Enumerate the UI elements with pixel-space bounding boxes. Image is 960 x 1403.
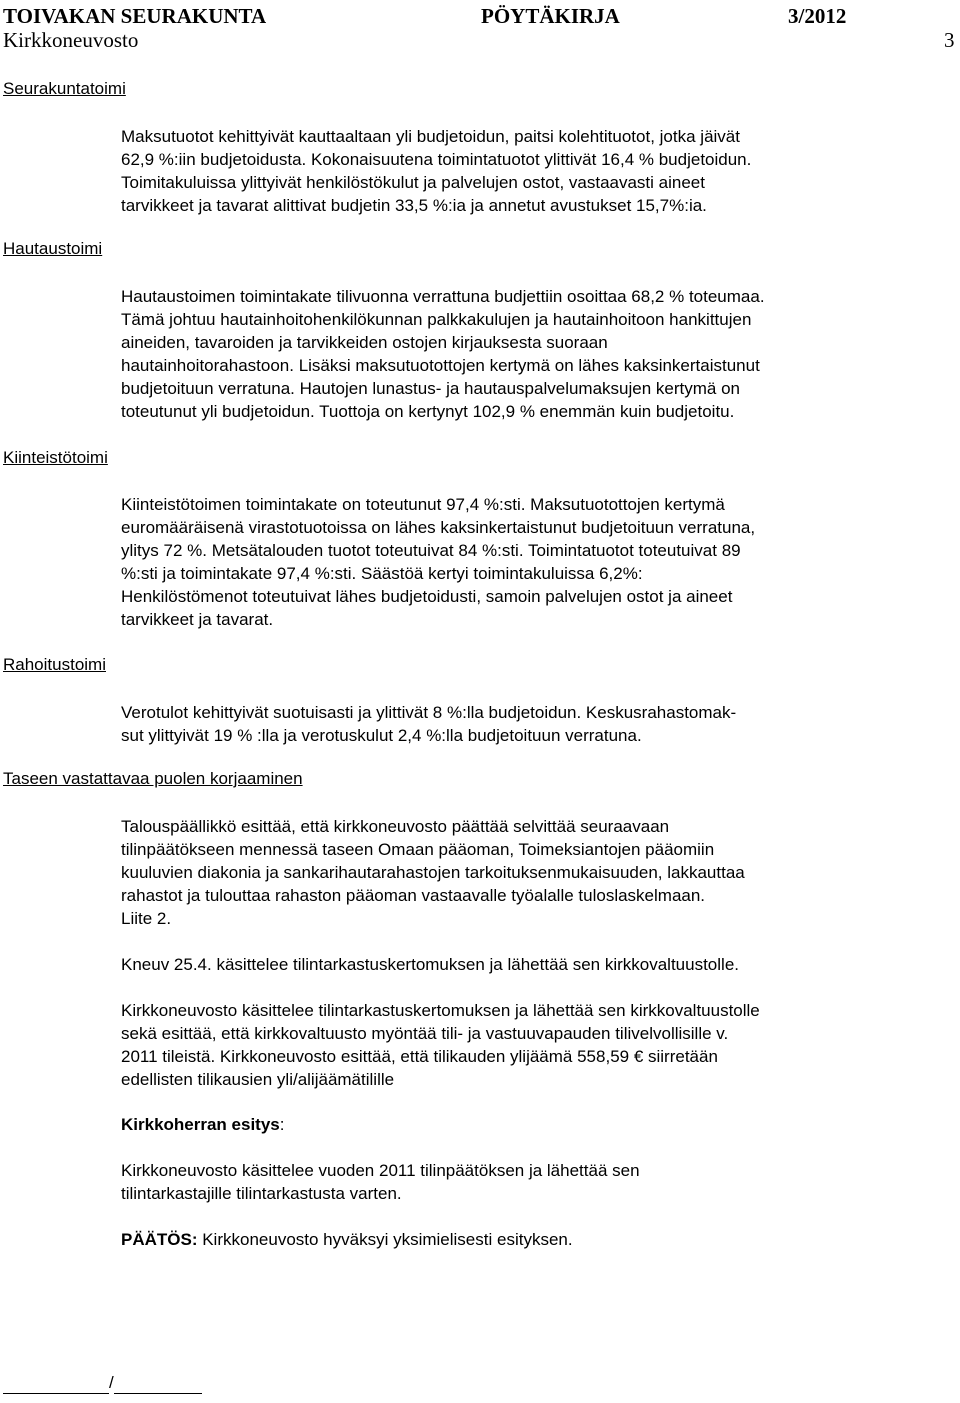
text-line: Toimitakuluissa ylittyivät henkilöstökulut ja palvelujen ostot, vastaavasti aineet	[121, 173, 705, 192]
signature-line	[3, 1372, 202, 1394]
text-line: 62,9 %:iin budjetoidusta. Kokonaisuutena toimintatuotot ylittivät 16,4 % budjetoidun.	[121, 150, 752, 169]
korjaaminen-intro-paragraph	[121, 815, 881, 930]
section-label-taseen-korjaaminen: Taseen vastattavaa puolen korjaaminen	[3, 769, 303, 788]
text-line: Kirkkoneuvosto käsittelee tilintarkastuskertomuksen ja lähettää sen kirkkovaltuustolle	[121, 1001, 760, 1020]
text-line: Tämä johtuu hautainhoitohenkilökunnan palkkakulujen ja hautainhoitoon hankittujen	[121, 310, 752, 329]
section-label-hautaustoimi: Hautaustoimi	[3, 239, 103, 258]
section-label-rahoitustoimi: Rahoitustoimi	[3, 655, 106, 674]
section-label-kiinteistotoimi: Kiinteistötoimi	[3, 448, 108, 467]
decision-paragraph	[121, 1228, 881, 1251]
governing-body: Kirkkoneuvosto	[3, 28, 139, 52]
proposal-heading-text: Kirkkoherran esitys	[121, 1115, 280, 1134]
text-line: sekä esittää, että kirkkovaltuusto myöntää tili- ja vastuuvapauden tilivelvollisille v.	[121, 1024, 729, 1043]
text-line: sut ylittyivät 19 % :lla ja verotuskulut 2,4 %:lla budjetoituun verratuna.	[121, 726, 642, 745]
text-line: tilintarkastajille tilintarkastusta varten.	[121, 1184, 402, 1203]
page-number: 3	[944, 28, 955, 52]
signature-blank-left	[3, 1373, 109, 1394]
hautaustoimi-paragraph	[121, 285, 881, 423]
text-line: kuuluvien diakonia ja sankarihautarahastojen tarkoituksenmukaisuuden, lakkauttaa	[121, 863, 745, 882]
seurakuntatoimi-paragraph	[121, 125, 881, 217]
text-line: edellisten tilikausien yli/alijäämätilille	[121, 1070, 395, 1089]
text-line: tarvikkeet ja tavarat alittivat budjetin 33,5 %:ia ja annetut avustukset 15,7%:ia.	[121, 196, 707, 215]
decision-text: Kirkkoneuvosto hyväksyi yksimielisesti esityksen.	[197, 1230, 573, 1249]
text-line: rahastot ja tulouttaa rahaston pääoman vastaavalle työalalle tuloslaskelmaan.	[121, 886, 706, 905]
section-label-seurakuntatoimi: Seurakuntatoimi	[3, 79, 126, 98]
text-line: Verotulot kehittyivät suotuisasti ja ylittivät 8 %:lla budjetoidun. Keskusrahastomak-	[121, 703, 737, 722]
document-number: 3/2012	[788, 4, 847, 28]
text-line: Liite 2.	[121, 909, 172, 928]
proposal-heading	[121, 1113, 881, 1136]
text-line: tilinpäätökseen mennessä taseen Omaan pääoman, Toimeksiantojen pääomiin	[121, 840, 715, 859]
text-line: Kneuv 25.4. käsittelee tilintarkastuskertomuksen ja lähettää sen kirkkovaltuustolle.	[121, 955, 739, 974]
parish-name: TOIVAKAN SEURAKUNTA	[3, 4, 267, 28]
text-line: Maksutuotot kehittyivät kauttaaltaan yli budjetoidun, paitsi kolehtituotot, jotka jäivät	[121, 127, 740, 146]
text-line: %:sti ja toimintakate 97,4 %:sti. Säästöä kertyi toimintakuluissa 6,2%:	[121, 564, 643, 583]
text-line: Henkilöstömenot toteutuivat lähes budjetoidusti, samoin palvelujen ostot ja aineet	[121, 587, 733, 606]
text-line: hautainhoitorahastoon. Lisäksi maksutuotottojen kertymä on lähes kaksinkertaistunut	[121, 356, 760, 375]
text-line	[121, 1113, 881, 1136]
text-line: Kirkkoneuvosto käsittelee vuoden 2011 tilinpäätöksen ja lähettää sen	[121, 1161, 640, 1180]
signature-blank-right	[114, 1373, 202, 1394]
proposal-paragraph	[121, 1159, 881, 1205]
kneuv-paragraph	[121, 953, 881, 976]
document-type: PÖYTÄKIRJA	[481, 4, 620, 28]
text-line: ylitys 72 %. Metsätalouden tuotot toteutuivat 84 %:sti. Toimintatuotot toteutuivat 89	[121, 541, 741, 560]
text-line: 2011 tileistä. Kirkkoneuvosto esittää, että tilikauden ylijäämä 558,59 € siirretään	[121, 1047, 718, 1066]
text-line: budjetoituun verratuna. Hautojen lunastus- ja hautauspalvelumaksujen kertymä on	[121, 379, 740, 398]
rahoitustoimi-paragraph	[121, 701, 881, 747]
text-line: Kiinteistötoimen toimintakate on toteutunut 97,4 %:sti. Maksutuotottojen kertymä	[121, 495, 725, 514]
text-line	[121, 1228, 881, 1251]
text-line: Hautaustoimen toimintakate tilivuonna verrattuna budjettiin osoittaa 68,2 % toteumaa.	[121, 287, 765, 306]
signature-separator: /	[109, 1373, 114, 1392]
proposal-heading-colon: :	[279, 1115, 285, 1134]
kirkkoneuvosto-paragraph	[121, 999, 881, 1091]
text-line: toteutunut yli budjetoidun. Tuottoja on kertynyt 102,9 % enemmän kuin budjetoitu.	[121, 402, 735, 421]
decision-label: PÄÄTÖS:	[121, 1230, 198, 1249]
text-line: euromääräisenä virastotuotoissa on lähes kaksinkertaistunut budjetoituun verratuna,	[121, 518, 756, 537]
text-line: tarvikkeet ja tavarat.	[121, 610, 274, 629]
text-line: Talouspäällikkö esittää, että kirkkoneuvosto päättää selvittää seuraavaan	[121, 817, 670, 836]
kiinteistotoimi-paragraph	[121, 493, 881, 631]
text-line: aineiden, tavaroiden ja tarvikkeiden ostojen kirjauksesta suoraan	[121, 333, 608, 352]
